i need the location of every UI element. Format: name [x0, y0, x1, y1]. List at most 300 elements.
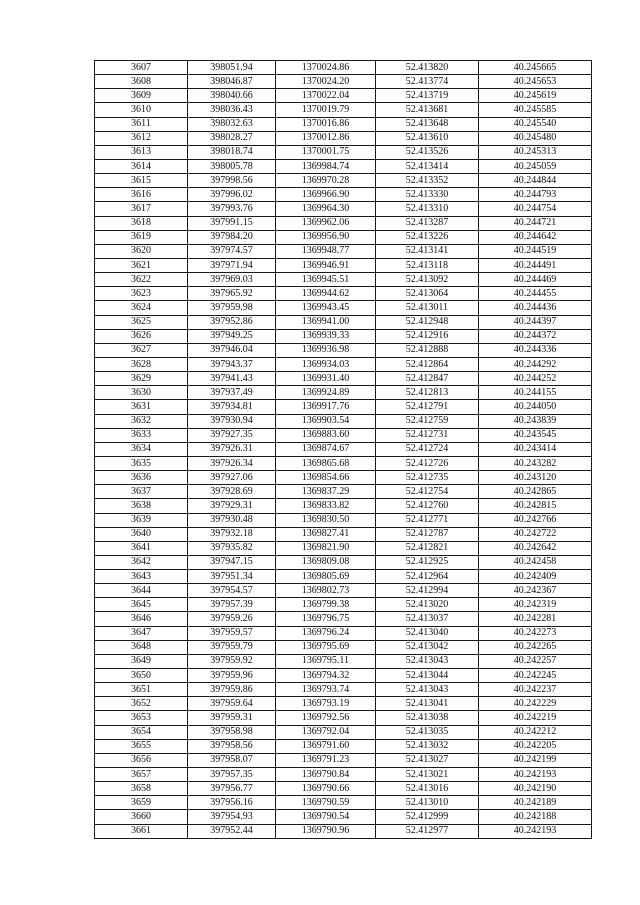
longitude-cell: 40.242193	[479, 824, 592, 838]
table-row	[95, 471, 592, 485]
table-row	[95, 626, 592, 640]
x-coordinate-cell: 397951.34	[188, 570, 276, 584]
table-row	[95, 428, 592, 442]
y-coordinate-cell: 1369799.38	[276, 598, 376, 612]
x-coordinate-cell: 397927.35	[188, 428, 276, 442]
longitude-cell: 40.242237	[479, 683, 592, 697]
x-coordinate-cell: 397934.81	[188, 400, 276, 414]
table-row	[95, 216, 592, 230]
point-number-cell: 3651	[95, 683, 188, 697]
latitude-cell: 52.412994	[376, 584, 479, 598]
table-row	[95, 739, 592, 753]
longitude-cell: 40.242199	[479, 753, 592, 767]
y-coordinate-cell: 1369962.06	[276, 216, 376, 230]
table-row	[95, 669, 592, 683]
latitude-cell: 52.412787	[376, 527, 479, 541]
longitude-cell: 40.244491	[479, 258, 592, 272]
table-row	[95, 400, 592, 414]
longitude-cell: 40.243839	[479, 414, 592, 428]
point-number-cell: 3644	[95, 584, 188, 598]
latitude-cell: 52.412964	[376, 570, 479, 584]
point-number-cell: 3613	[95, 145, 188, 159]
x-coordinate-cell: 397959.64	[188, 697, 276, 711]
table-row	[95, 541, 592, 555]
point-number-cell: 3619	[95, 230, 188, 244]
y-coordinate-cell: 1370024.86	[276, 61, 376, 75]
point-number-cell: 3623	[95, 287, 188, 301]
y-coordinate-cell: 1369792.56	[276, 711, 376, 725]
latitude-cell: 52.412864	[376, 357, 479, 371]
latitude-cell: 52.413352	[376, 174, 479, 188]
longitude-cell: 40.245665	[479, 61, 592, 75]
x-coordinate-cell: 397943.37	[188, 357, 276, 371]
longitude-cell: 40.244252	[479, 372, 592, 386]
latitude-cell: 52.413092	[376, 273, 479, 287]
latitude-cell: 52.413310	[376, 202, 479, 216]
x-coordinate-cell: 397927.06	[188, 471, 276, 485]
point-number-cell: 3621	[95, 258, 188, 272]
x-coordinate-cell: 397930.94	[188, 414, 276, 428]
latitude-cell: 52.413043	[376, 683, 479, 697]
latitude-cell: 52.412888	[376, 343, 479, 357]
longitude-cell: 40.244721	[479, 216, 592, 230]
longitude-cell: 40.242265	[479, 640, 592, 654]
table-row	[95, 570, 592, 584]
y-coordinate-cell: 1369795.69	[276, 640, 376, 654]
y-coordinate-cell: 1369854.66	[276, 471, 376, 485]
longitude-cell: 40.243414	[479, 442, 592, 456]
x-coordinate-cell: 397928.69	[188, 485, 276, 499]
table-row	[95, 244, 592, 258]
longitude-cell: 40.245653	[479, 75, 592, 89]
longitude-cell: 40.242229	[479, 697, 592, 711]
x-coordinate-cell: 397941.43	[188, 372, 276, 386]
longitude-cell: 40.242458	[479, 555, 592, 569]
latitude-cell: 52.413226	[376, 230, 479, 244]
y-coordinate-cell: 1369805.69	[276, 570, 376, 584]
latitude-cell: 52.412847	[376, 372, 479, 386]
point-number-cell: 3647	[95, 626, 188, 640]
table-row	[95, 386, 592, 400]
x-coordinate-cell: 397935.82	[188, 541, 276, 555]
latitude-cell: 52.412726	[376, 456, 479, 470]
point-number-cell: 3654	[95, 725, 188, 739]
y-coordinate-cell: 1369794.32	[276, 669, 376, 683]
point-number-cell: 3634	[95, 442, 188, 456]
table-row	[95, 598, 592, 612]
longitude-cell: 40.242257	[479, 654, 592, 668]
table-row	[95, 584, 592, 598]
point-number-cell: 3625	[95, 315, 188, 329]
point-number-cell: 3620	[95, 244, 188, 258]
x-coordinate-cell: 397958.98	[188, 725, 276, 739]
x-coordinate-cell: 398046.87	[188, 75, 276, 89]
longitude-cell: 40.242219	[479, 711, 592, 725]
x-coordinate-cell: 397946.04	[188, 343, 276, 357]
latitude-cell: 52.413610	[376, 131, 479, 145]
point-number-cell: 3628	[95, 357, 188, 371]
point-number-cell: 3618	[95, 216, 188, 230]
table-row	[95, 89, 592, 103]
latitude-cell: 52.413042	[376, 640, 479, 654]
latitude-cell: 52.412735	[376, 471, 479, 485]
x-coordinate-cell: 397926.34	[188, 456, 276, 470]
latitude-cell: 52.412977	[376, 824, 479, 838]
latitude-cell: 52.413648	[376, 117, 479, 131]
point-number-cell: 3652	[95, 697, 188, 711]
longitude-cell: 40.242409	[479, 570, 592, 584]
latitude-cell: 52.413021	[376, 768, 479, 782]
point-number-cell: 3636	[95, 471, 188, 485]
coordinate-table-body	[95, 61, 592, 839]
latitude-cell: 52.413027	[376, 753, 479, 767]
y-coordinate-cell: 1369833.82	[276, 499, 376, 513]
y-coordinate-cell: 1369790.84	[276, 768, 376, 782]
point-number-cell: 3649	[95, 654, 188, 668]
y-coordinate-cell: 1370019.79	[276, 103, 376, 117]
longitude-cell: 40.244292	[479, 357, 592, 371]
latitude-cell: 52.413011	[376, 301, 479, 315]
y-coordinate-cell: 1370024.20	[276, 75, 376, 89]
longitude-cell: 40.245540	[479, 117, 592, 131]
longitude-cell: 40.242367	[479, 584, 592, 598]
latitude-cell: 52.412999	[376, 810, 479, 824]
latitude-cell: 52.413041	[376, 697, 479, 711]
x-coordinate-cell: 397959.57	[188, 626, 276, 640]
latitude-cell: 52.413035	[376, 725, 479, 739]
y-coordinate-cell: 1369941.00	[276, 315, 376, 329]
table-row	[95, 456, 592, 470]
y-coordinate-cell: 1369809.08	[276, 555, 376, 569]
latitude-cell: 52.413681	[376, 103, 479, 117]
longitude-cell: 40.245313	[479, 145, 592, 159]
latitude-cell: 52.412791	[376, 400, 479, 414]
longitude-cell: 40.242205	[479, 739, 592, 753]
point-number-cell: 3653	[95, 711, 188, 725]
y-coordinate-cell: 1369917.76	[276, 400, 376, 414]
longitude-cell: 40.245480	[479, 131, 592, 145]
longitude-cell: 40.244155	[479, 386, 592, 400]
x-coordinate-cell: 397984.20	[188, 230, 276, 244]
y-coordinate-cell: 1369790.54	[276, 810, 376, 824]
latitude-cell: 52.412754	[376, 485, 479, 499]
latitude-cell: 52.412731	[376, 428, 479, 442]
y-coordinate-cell: 1369944.62	[276, 287, 376, 301]
x-coordinate-cell: 397959.98	[188, 301, 276, 315]
latitude-cell: 52.413010	[376, 796, 479, 810]
table-row	[95, 230, 592, 244]
y-coordinate-cell: 1369874.67	[276, 442, 376, 456]
longitude-cell: 40.244372	[479, 329, 592, 343]
latitude-cell: 52.412771	[376, 513, 479, 527]
y-coordinate-cell: 1369793.74	[276, 683, 376, 697]
point-number-cell: 3630	[95, 386, 188, 400]
y-coordinate-cell: 1369939.33	[276, 329, 376, 343]
latitude-cell: 52.412724	[376, 442, 479, 456]
table-row	[95, 753, 592, 767]
x-coordinate-cell: 397993.76	[188, 202, 276, 216]
latitude-cell: 52.412916	[376, 329, 479, 343]
y-coordinate-cell: 1369966.90	[276, 188, 376, 202]
table-row	[95, 725, 592, 739]
point-number-cell: 3611	[95, 117, 188, 131]
point-number-cell: 3643	[95, 570, 188, 584]
latitude-cell: 52.412948	[376, 315, 479, 329]
point-number-cell: 3641	[95, 541, 188, 555]
x-coordinate-cell: 397974.57	[188, 244, 276, 258]
x-coordinate-cell: 397952.86	[188, 315, 276, 329]
point-number-cell: 3642	[95, 555, 188, 569]
table-row	[95, 103, 592, 117]
y-coordinate-cell: 1369945.51	[276, 273, 376, 287]
longitude-cell: 40.245059	[479, 159, 592, 173]
longitude-cell: 40.243282	[479, 456, 592, 470]
y-coordinate-cell: 1369830.50	[276, 513, 376, 527]
point-number-cell: 3608	[95, 75, 188, 89]
table-row	[95, 810, 592, 824]
latitude-cell: 52.413043	[376, 654, 479, 668]
y-coordinate-cell: 1369946.91	[276, 258, 376, 272]
longitude-cell: 40.242193	[479, 768, 592, 782]
table-row	[95, 640, 592, 654]
point-number-cell: 3638	[95, 499, 188, 513]
longitude-cell: 40.244519	[479, 244, 592, 258]
table-row	[95, 188, 592, 202]
x-coordinate-cell: 397956.16	[188, 796, 276, 810]
latitude-cell: 52.413118	[376, 258, 479, 272]
latitude-cell: 52.413820	[376, 61, 479, 75]
latitude-cell: 52.413038	[376, 711, 479, 725]
table-row	[95, 697, 592, 711]
point-number-cell: 3612	[95, 131, 188, 145]
table-row	[95, 61, 592, 75]
x-coordinate-cell: 397959.92	[188, 654, 276, 668]
longitude-cell: 40.244336	[479, 343, 592, 357]
point-number-cell: 3646	[95, 612, 188, 626]
point-number-cell: 3631	[95, 400, 188, 414]
y-coordinate-cell: 1369792.04	[276, 725, 376, 739]
longitude-cell: 40.244469	[479, 273, 592, 287]
longitude-cell: 40.245619	[479, 89, 592, 103]
table-row	[95, 329, 592, 343]
x-coordinate-cell: 397959.96	[188, 669, 276, 683]
point-number-cell: 3632	[95, 414, 188, 428]
point-number-cell: 3656	[95, 753, 188, 767]
x-coordinate-cell: 398028.27	[188, 131, 276, 145]
point-number-cell: 3626	[95, 329, 188, 343]
y-coordinate-cell: 1369931.40	[276, 372, 376, 386]
x-coordinate-cell: 398032.63	[188, 117, 276, 131]
x-coordinate-cell: 397958.56	[188, 739, 276, 753]
latitude-cell: 52.413064	[376, 287, 479, 301]
y-coordinate-cell: 1370016.86	[276, 117, 376, 131]
table-row	[95, 654, 592, 668]
y-coordinate-cell: 1369796.75	[276, 612, 376, 626]
y-coordinate-cell: 1369827.41	[276, 527, 376, 541]
y-coordinate-cell: 1369796.24	[276, 626, 376, 640]
longitude-cell: 40.244844	[479, 174, 592, 188]
y-coordinate-cell: 1369793.19	[276, 697, 376, 711]
latitude-cell: 52.413414	[376, 159, 479, 173]
y-coordinate-cell: 1369948.77	[276, 244, 376, 258]
x-coordinate-cell: 398040.66	[188, 89, 276, 103]
longitude-cell: 40.244436	[479, 301, 592, 315]
latitude-cell: 52.412759	[376, 414, 479, 428]
table-row	[95, 343, 592, 357]
longitude-cell: 40.244050	[479, 400, 592, 414]
table-row	[95, 768, 592, 782]
latitude-cell: 52.412925	[376, 555, 479, 569]
point-number-cell: 3637	[95, 485, 188, 499]
longitude-cell: 40.244754	[479, 202, 592, 216]
x-coordinate-cell: 398018.74	[188, 145, 276, 159]
longitude-cell: 40.244793	[479, 188, 592, 202]
table-row	[95, 499, 592, 513]
x-coordinate-cell: 397959.26	[188, 612, 276, 626]
table-row	[95, 513, 592, 527]
point-number-cell: 3615	[95, 174, 188, 188]
longitude-cell: 40.242245	[479, 669, 592, 683]
longitude-cell: 40.244455	[479, 287, 592, 301]
point-number-cell: 3655	[95, 739, 188, 753]
x-coordinate-cell: 397952.44	[188, 824, 276, 838]
table-row	[95, 301, 592, 315]
latitude-cell: 52.413774	[376, 75, 479, 89]
longitude-cell: 40.242212	[479, 725, 592, 739]
longitude-cell: 40.243120	[479, 471, 592, 485]
point-number-cell: 3629	[95, 372, 188, 386]
longitude-cell: 40.242319	[479, 598, 592, 612]
y-coordinate-cell: 1369802.73	[276, 584, 376, 598]
x-coordinate-cell: 397956.77	[188, 782, 276, 796]
x-coordinate-cell: 397947.15	[188, 555, 276, 569]
y-coordinate-cell: 1369790.66	[276, 782, 376, 796]
point-number-cell: 3658	[95, 782, 188, 796]
point-number-cell: 3617	[95, 202, 188, 216]
x-coordinate-cell: 397926.31	[188, 442, 276, 456]
longitude-cell: 40.242815	[479, 499, 592, 513]
point-number-cell: 3659	[95, 796, 188, 810]
x-coordinate-cell: 397959.31	[188, 711, 276, 725]
table-row	[95, 683, 592, 697]
y-coordinate-cell: 1369821.90	[276, 541, 376, 555]
x-coordinate-cell: 397991.15	[188, 216, 276, 230]
coordinate-table	[94, 60, 592, 839]
table-row	[95, 796, 592, 810]
point-number-cell: 3610	[95, 103, 188, 117]
latitude-cell: 52.412821	[376, 541, 479, 555]
x-coordinate-cell: 397954.93	[188, 810, 276, 824]
point-number-cell: 3639	[95, 513, 188, 527]
table-row	[95, 202, 592, 216]
y-coordinate-cell: 1370001.75	[276, 145, 376, 159]
point-number-cell: 3648	[95, 640, 188, 654]
table-row	[95, 612, 592, 626]
latitude-cell: 52.413032	[376, 739, 479, 753]
longitude-cell: 40.242865	[479, 485, 592, 499]
x-coordinate-cell: 397957.39	[188, 598, 276, 612]
y-coordinate-cell: 1369943.45	[276, 301, 376, 315]
y-coordinate-cell: 1369936.98	[276, 343, 376, 357]
y-coordinate-cell: 1369964.30	[276, 202, 376, 216]
y-coordinate-cell: 1369956.90	[276, 230, 376, 244]
latitude-cell: 52.413040	[376, 626, 479, 640]
table-row	[95, 527, 592, 541]
point-number-cell: 3661	[95, 824, 188, 838]
y-coordinate-cell: 1369924.89	[276, 386, 376, 400]
table-row	[95, 485, 592, 499]
longitude-cell: 40.242190	[479, 782, 592, 796]
y-coordinate-cell: 1369790.59	[276, 796, 376, 810]
point-number-cell: 3657	[95, 768, 188, 782]
y-coordinate-cell: 1369934.03	[276, 357, 376, 371]
y-coordinate-cell: 1369984.74	[276, 159, 376, 173]
table-row	[95, 782, 592, 796]
table-row	[95, 273, 592, 287]
table-row	[95, 145, 592, 159]
x-coordinate-cell: 397965.92	[188, 287, 276, 301]
latitude-cell: 52.413141	[376, 244, 479, 258]
y-coordinate-cell: 1369791.23	[276, 753, 376, 767]
y-coordinate-cell: 1369883.60	[276, 428, 376, 442]
x-coordinate-cell: 397996.02	[188, 188, 276, 202]
table-row	[95, 131, 592, 145]
point-number-cell: 3609	[95, 89, 188, 103]
y-coordinate-cell: 1369837.29	[276, 485, 376, 499]
x-coordinate-cell: 397959.79	[188, 640, 276, 654]
latitude-cell: 52.413719	[376, 89, 479, 103]
y-coordinate-cell: 1370012.86	[276, 131, 376, 145]
latitude-cell: 52.413016	[376, 782, 479, 796]
latitude-cell: 52.413044	[376, 669, 479, 683]
table-row	[95, 414, 592, 428]
x-coordinate-cell: 397971.94	[188, 258, 276, 272]
x-coordinate-cell: 398036.43	[188, 103, 276, 117]
longitude-cell: 40.244642	[479, 230, 592, 244]
table-row	[95, 159, 592, 173]
point-number-cell: 3616	[95, 188, 188, 202]
longitude-cell: 40.242642	[479, 541, 592, 555]
table-row	[95, 555, 592, 569]
point-number-cell: 3627	[95, 343, 188, 357]
table-row	[95, 287, 592, 301]
y-coordinate-cell: 1369795.11	[276, 654, 376, 668]
point-number-cell: 3633	[95, 428, 188, 442]
y-coordinate-cell: 1369791.60	[276, 739, 376, 753]
longitude-cell: 40.242273	[479, 626, 592, 640]
x-coordinate-cell: 397998.56	[188, 174, 276, 188]
point-number-cell: 3640	[95, 527, 188, 541]
latitude-cell: 52.413020	[376, 598, 479, 612]
latitude-cell: 52.413526	[376, 145, 479, 159]
table-row	[95, 711, 592, 725]
y-coordinate-cell: 1369865.68	[276, 456, 376, 470]
table-row	[95, 315, 592, 329]
x-coordinate-cell: 397937.49	[188, 386, 276, 400]
x-coordinate-cell: 397957.35	[188, 768, 276, 782]
latitude-cell: 52.413037	[376, 612, 479, 626]
table-row	[95, 174, 592, 188]
point-number-cell: 3614	[95, 159, 188, 173]
x-coordinate-cell: 398005.78	[188, 159, 276, 173]
table-row	[95, 357, 592, 371]
longitude-cell: 40.243545	[479, 428, 592, 442]
longitude-cell: 40.244397	[479, 315, 592, 329]
x-coordinate-cell: 397929.31	[188, 499, 276, 513]
y-coordinate-cell: 1370022.04	[276, 89, 376, 103]
table-row	[95, 442, 592, 456]
longitude-cell: 40.242281	[479, 612, 592, 626]
